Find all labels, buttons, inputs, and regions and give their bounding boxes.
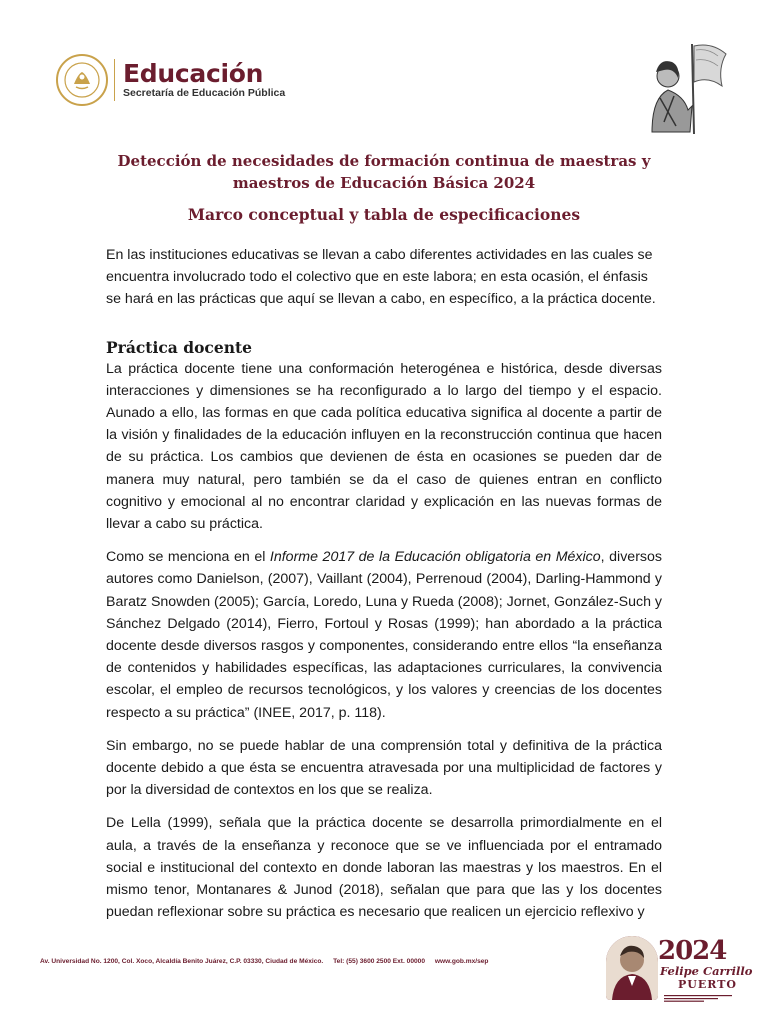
page-header: [0, 0, 768, 140]
footer-website[interactable]: www.gob.mx/sep: [434, 958, 489, 965]
footer-contact: [40, 958, 496, 965]
badge-name: Felipe Carrillo: [660, 964, 753, 978]
badge-puerto: PUERTO: [678, 978, 737, 991]
paragraph-2-end: , diversos autores como Danielson, (2007), Vaillant (2004), Perrenoud (2004), Darling-Hammond y Baratz Snowden (2005); García, Loredo, Luna y Rueda (2008); Jornet, González-Such y Sánchez Delgado (2014), Fierro, Fortoul y Rosas (1999); han abordado a la práctica docente desde diversos rasgos y componentes, considerando entre ellos “la enseñanza de contenidos y habilidades específicas, las adaptaciones curriculares, la convivencia escolar, el empleo de recursos tecnológicos, y los valores y creencias de los docentes respecto a su práctica” (INEE, 2017, p. 118).: [106, 549, 662, 721]
page-footer: [0, 930, 768, 1024]
badge-tagline-decoration: [664, 994, 732, 1002]
paragraph-2-start: Como se menciona en el: [106, 549, 270, 566]
document-body: [106, 244, 662, 934]
document-title-line2: maestros de Educación Básica 2024: [232, 174, 536, 192]
document-title: [60, 150, 708, 194]
sep-logo: [56, 54, 285, 106]
woman-with-flag-illustration: [630, 36, 730, 136]
report-title-italic: Informe 2017 de la Educación obligatoria en México: [269, 549, 601, 566]
year-2024-badge: [606, 936, 753, 1004]
document-title-line1: Detección de necesidades de formación continua de maestras y: [117, 152, 651, 170]
document-title-block: [60, 150, 708, 226]
felipe-carrillo-puerto-portrait-icon: [606, 936, 658, 1000]
logo-divider: [114, 59, 115, 101]
logo-subtitle: Secretaría de Educación Pública: [123, 86, 286, 99]
paragraph-4: De Lella (1999), señala que la práctica docente se desarrolla primordialmente en el aula, a través de la enseñanza y reconoce que se ve influenciada por el entramado social e institucional del contexto en donde laboran las maestras y los maestros. En el mismo tenor, Montanares & Junod (2018), señalan que para que las y los docentes puedan reflexionar sobre su práctica es necesario que realicen un ejercicio reflexivo y: [106, 815, 662, 921]
document-subtitle: Marco conceptual y tabla de especificaciones: [187, 205, 581, 224]
footer-phone: Tel: (55) 3600 2500 Ext. 00000: [333, 958, 425, 965]
paragraph-3: Sin embargo, no se puede hablar de una comprensión total y definitiva de la práctica docente debido a que ésta se encuentra atravesada por una multiplicidad de factores y por la diversidad de contextos en los que se realiza.: [106, 737, 662, 799]
logo-text: [123, 58, 286, 100]
paragraph-2: [106, 546, 662, 724]
logo-title: Educación: [123, 58, 264, 88]
badge-year: 2024: [658, 936, 727, 966]
section-heading: Práctica docente: [106, 337, 252, 357]
mexico-coat-of-arms-icon: [56, 54, 108, 106]
intro-paragraph: En las instituciones educativas se llevan a cabo diferentes actividades en las cuales se encuentra involucrado todo el colectivo que en este labora; en esta ocasión, el énfasis se hará en las prácticas que aquí se llevan a cabo, en específico, a la práctica docente.: [106, 247, 656, 308]
paragraph-1: La práctica docente tiene una conformación heterogénea e histórica, desde diversas interacciones y dimensiones se ha reconfigurado a lo largo del tiempo y el espacio. Aunado a ello, las formas en que cada política educativa significa al docente a partir de la visión y finalidades de la educación influyen en la reconstrucción continua que hacen de su práctica. Los cambios que devienen de ésta en ocasiones se pueden dar de manera muy natural, pero también se da el caso de quienes entran en conflicto cognitivo y emocional al no encontrar claridad y explicación en las nuevas formas de llevar a cabo su práctica.: [106, 360, 662, 533]
footer-address: Av. Universidad No. 1200, Col. Xoco, Alcaldía Benito Juárez, C.P. 03330, Ciudad de México.: [40, 958, 324, 965]
